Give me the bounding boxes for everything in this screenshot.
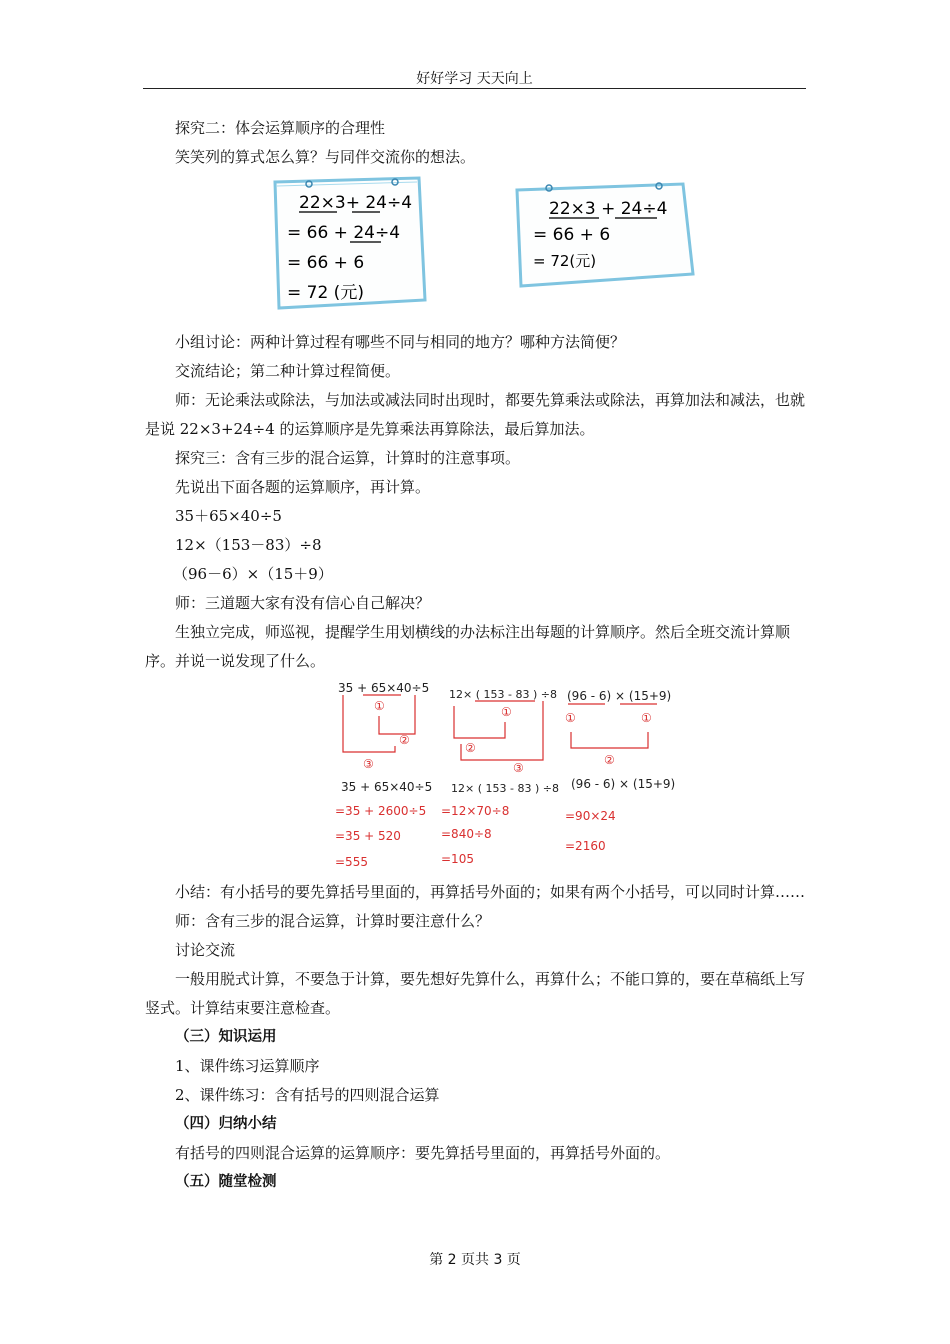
diagram-c-expression: (96 - 6) × (15+9) [567,689,672,703]
student-activity: 生独立完成，师巡视，提醒学生用划横线的办法标注出每题的计算顺序。然后全班交流计算顺序。并说一说发现了什么。 [145,623,791,670]
diagram-c-step-2: =2160 [565,839,606,853]
card-right-line1: 22×3 + 24÷4 [549,199,668,219]
teacher-note-1: 师：无论乘法或除法，与加法或减法同时出现时，都要先算乘法或除法，再算加法和减法，也就是说 22×3+24÷4 的运算顺序是先算乘法再算除法，最后算加法。 [145,391,806,438]
diagram-a-step-2: =35 + 520 [335,829,401,843]
diagram-a-mark-3: ③ [363,757,374,771]
card-right [513,182,703,296]
order-diagram [145,678,806,878]
explore3-question: 先说出下面各题的运算顺序，再计算。 [175,478,431,496]
expression-2: 12×（153－83）÷8 [175,536,322,554]
expression-1: 35＋65×40÷5 [175,507,282,525]
diagram-b-expression-repeat: 12× ( 153 - 83 ) ÷8 [451,782,559,795]
diagram-c-mark-1a: ① [565,711,576,725]
advice: 一般用脱式计算，不要急于计算，要先想好先算什么，再算什么；不能口算的，要在草稿纸上写竖式。计算结束要注意检查。 [145,970,806,1017]
diagram-b-step-1: =12×70÷8 [441,804,510,818]
diagram-b-step-3: =105 [441,852,474,866]
diagram-a-mark-2: ② [399,733,410,747]
diagram-c-expression-repeat: (96 - 6) × (15+9) [571,777,676,791]
card-left-line2: = 66 + 24÷4 [287,223,401,243]
order-diagram-figure [145,678,806,878]
diagram-a-step-1: =35 + 2600÷5 [335,804,427,818]
group-discussion: 小组讨论：两种计算过程有哪些不同与相同的地方？哪种方法简便？ [175,333,626,351]
diagram-a-expression-repeat: 35 + 65×40÷5 [341,780,433,794]
diagram-c-step-1: =90×24 [565,809,616,823]
explore2-title: 探究二：体会运算顺序的合理性 [175,119,386,137]
explore2-question: 笑笑列的算式怎么算？与同伴交流你的想法。 [175,148,476,166]
summary: 小结：有小括号的要先算括号里面的，再算括号外面的；如果有两个小括号，可以同时计算…… [175,883,806,901]
section-4-heading: （四）归纳小结 [175,1116,277,1132]
page-header: 好好学习 天天向上 [416,71,533,87]
page-footer: 第 2 页共 3 页 [429,1252,521,1268]
exercise-1: 1、课件练习运算顺序 [175,1057,320,1075]
discussion-2: 讨论交流 [175,941,236,959]
document-body [145,114,806,1197]
diagram-b-expression: 12× ( 153 - 83 ) ÷8 [449,688,557,701]
section-5-heading: （五）随堂检测 [175,1174,277,1190]
card-left [269,176,429,320]
card-right-line2: = 66 + 6 [533,225,611,245]
card-right-paper [513,182,703,292]
card-left-paper [269,176,429,316]
teacher-note-2: 师：三道题大家有没有信心自己解决？ [175,594,431,612]
diagram-b-mark-1: ① [501,705,512,719]
discussion-conclusion: 交流结论；第二种计算过程简便。 [175,362,401,380]
diagram-b-step-2: =840÷8 [441,827,492,841]
explore3-title: 探究三：含有三步的混合运算，计算时的注意事项。 [175,449,521,467]
diagram-a-expression: 35 + 65×40÷5 [338,681,430,695]
calculation-cards-figure [145,176,806,328]
diagram-a-step-3: =555 [335,855,368,869]
diagram-b-mark-2: ② [465,741,476,755]
teacher-note-3: 师：含有三步的混合运算，计算时要注意什么？ [175,912,491,930]
rule-summary: 有括号的四则混合运算的运算顺序：要先算括号里面的，再算括号外面的。 [175,1144,671,1162]
card-left-line4: = 72 (元) [287,283,364,303]
diagram-a-mark-1: ① [374,699,385,713]
card-left-line3: = 66 + 6 [287,253,365,273]
card-left-line1: 22×3+ 24÷4 [299,193,413,213]
exercise-2: 2、课件练习：含有括号的四则混合运算 [175,1086,440,1104]
diagram-b-mark-3: ③ [513,761,524,775]
expression-3: （96－6）×（15＋9） [173,565,333,583]
header-divider [143,88,806,89]
diagram-c-mark-2: ② [604,753,615,767]
card-right-line3: = 72(元) [533,252,597,270]
diagram-c-mark-1b: ① [641,711,652,725]
section-3-heading: （三）知识运用 [175,1029,277,1045]
